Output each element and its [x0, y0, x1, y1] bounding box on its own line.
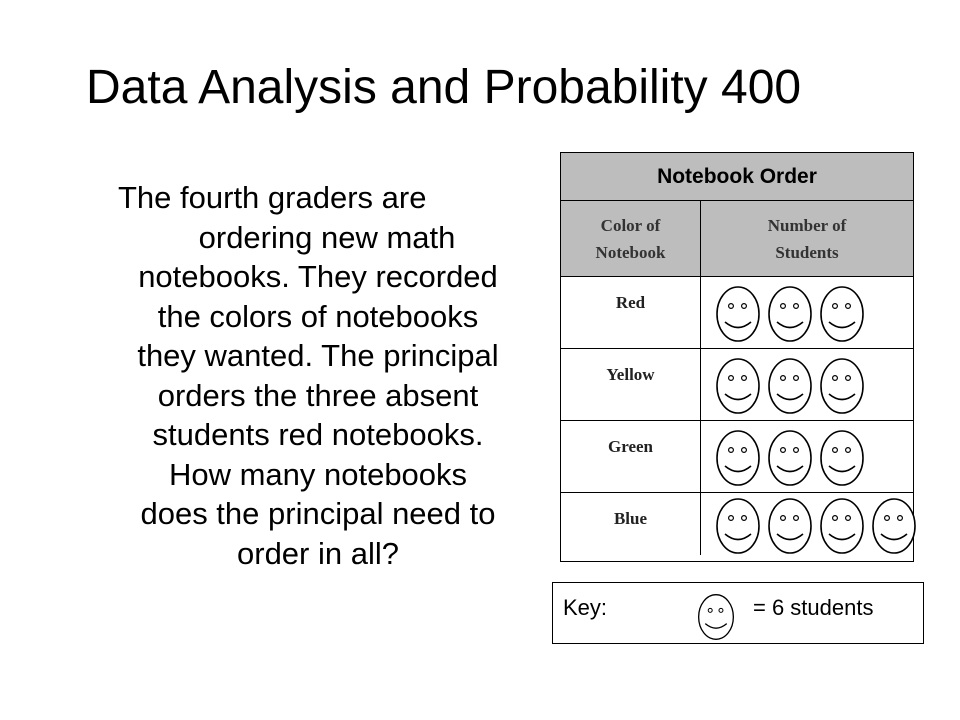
- smiley-face-icon: [767, 497, 813, 555]
- table-row: [561, 493, 913, 555]
- table-title: Notebook Order: [561, 153, 913, 201]
- question-line: ordering new math: [198, 219, 456, 255]
- question-line: they wanted. The principal: [137, 338, 499, 373]
- question-line: order in all?: [237, 535, 399, 571]
- smiley-face-icon: [767, 285, 813, 343]
- question-line: students red notebooks.: [152, 417, 484, 452]
- column-header-color: [561, 201, 701, 277]
- symbol-group: [711, 493, 911, 555]
- slide-title: Data Analysis and Probability 400: [86, 61, 802, 114]
- smiley-face-icon: [715, 285, 761, 343]
- smiley-face-icon: [697, 593, 735, 641]
- smiley-face-icon: [715, 497, 761, 555]
- table-row: [561, 421, 913, 493]
- key-label: Key:: [563, 595, 608, 620]
- smiley-face-icon: [819, 429, 865, 487]
- question-text: [96, 178, 540, 573]
- smiley-face-icon: [819, 357, 865, 415]
- symbol-group: [711, 277, 911, 348]
- question-line: notebooks. They recorded: [138, 259, 498, 294]
- color-cell: Green: [561, 421, 701, 492]
- smiley-face-icon: [715, 357, 761, 415]
- smiley-face-icon: [819, 497, 865, 555]
- question-line: The fourth graders are: [118, 180, 427, 215]
- color-cell: Blue: [561, 493, 701, 555]
- key-value: = 6 students: [753, 595, 874, 620]
- smiley-face-icon: [871, 497, 917, 555]
- smiley-face-icon: [819, 285, 865, 343]
- column-header-line: Students: [775, 242, 839, 262]
- question-line: How many notebooks: [168, 456, 468, 492]
- smiley-face-icon: [715, 429, 761, 487]
- column-header-line: Number of: [767, 215, 847, 235]
- notebook-order-table: [560, 152, 914, 562]
- color-cell: Yellow: [561, 349, 701, 420]
- symbol-group: [711, 349, 911, 420]
- color-cell: Red: [561, 277, 701, 348]
- smiley-face-icon: [767, 429, 813, 487]
- question-line: the colors of notebooks: [157, 298, 479, 334]
- column-header-line: Color of: [600, 215, 661, 235]
- symbol-group: [711, 421, 911, 492]
- key-box: [552, 582, 924, 644]
- smiley-face-icon: [767, 357, 813, 415]
- column-header-count: [701, 201, 913, 277]
- question-line: orders the three absent: [157, 377, 479, 413]
- table-row: [561, 349, 913, 421]
- table-row: [561, 277, 913, 349]
- question-line: does the principal need to: [140, 496, 496, 531]
- column-header-line: Notebook: [595, 242, 666, 262]
